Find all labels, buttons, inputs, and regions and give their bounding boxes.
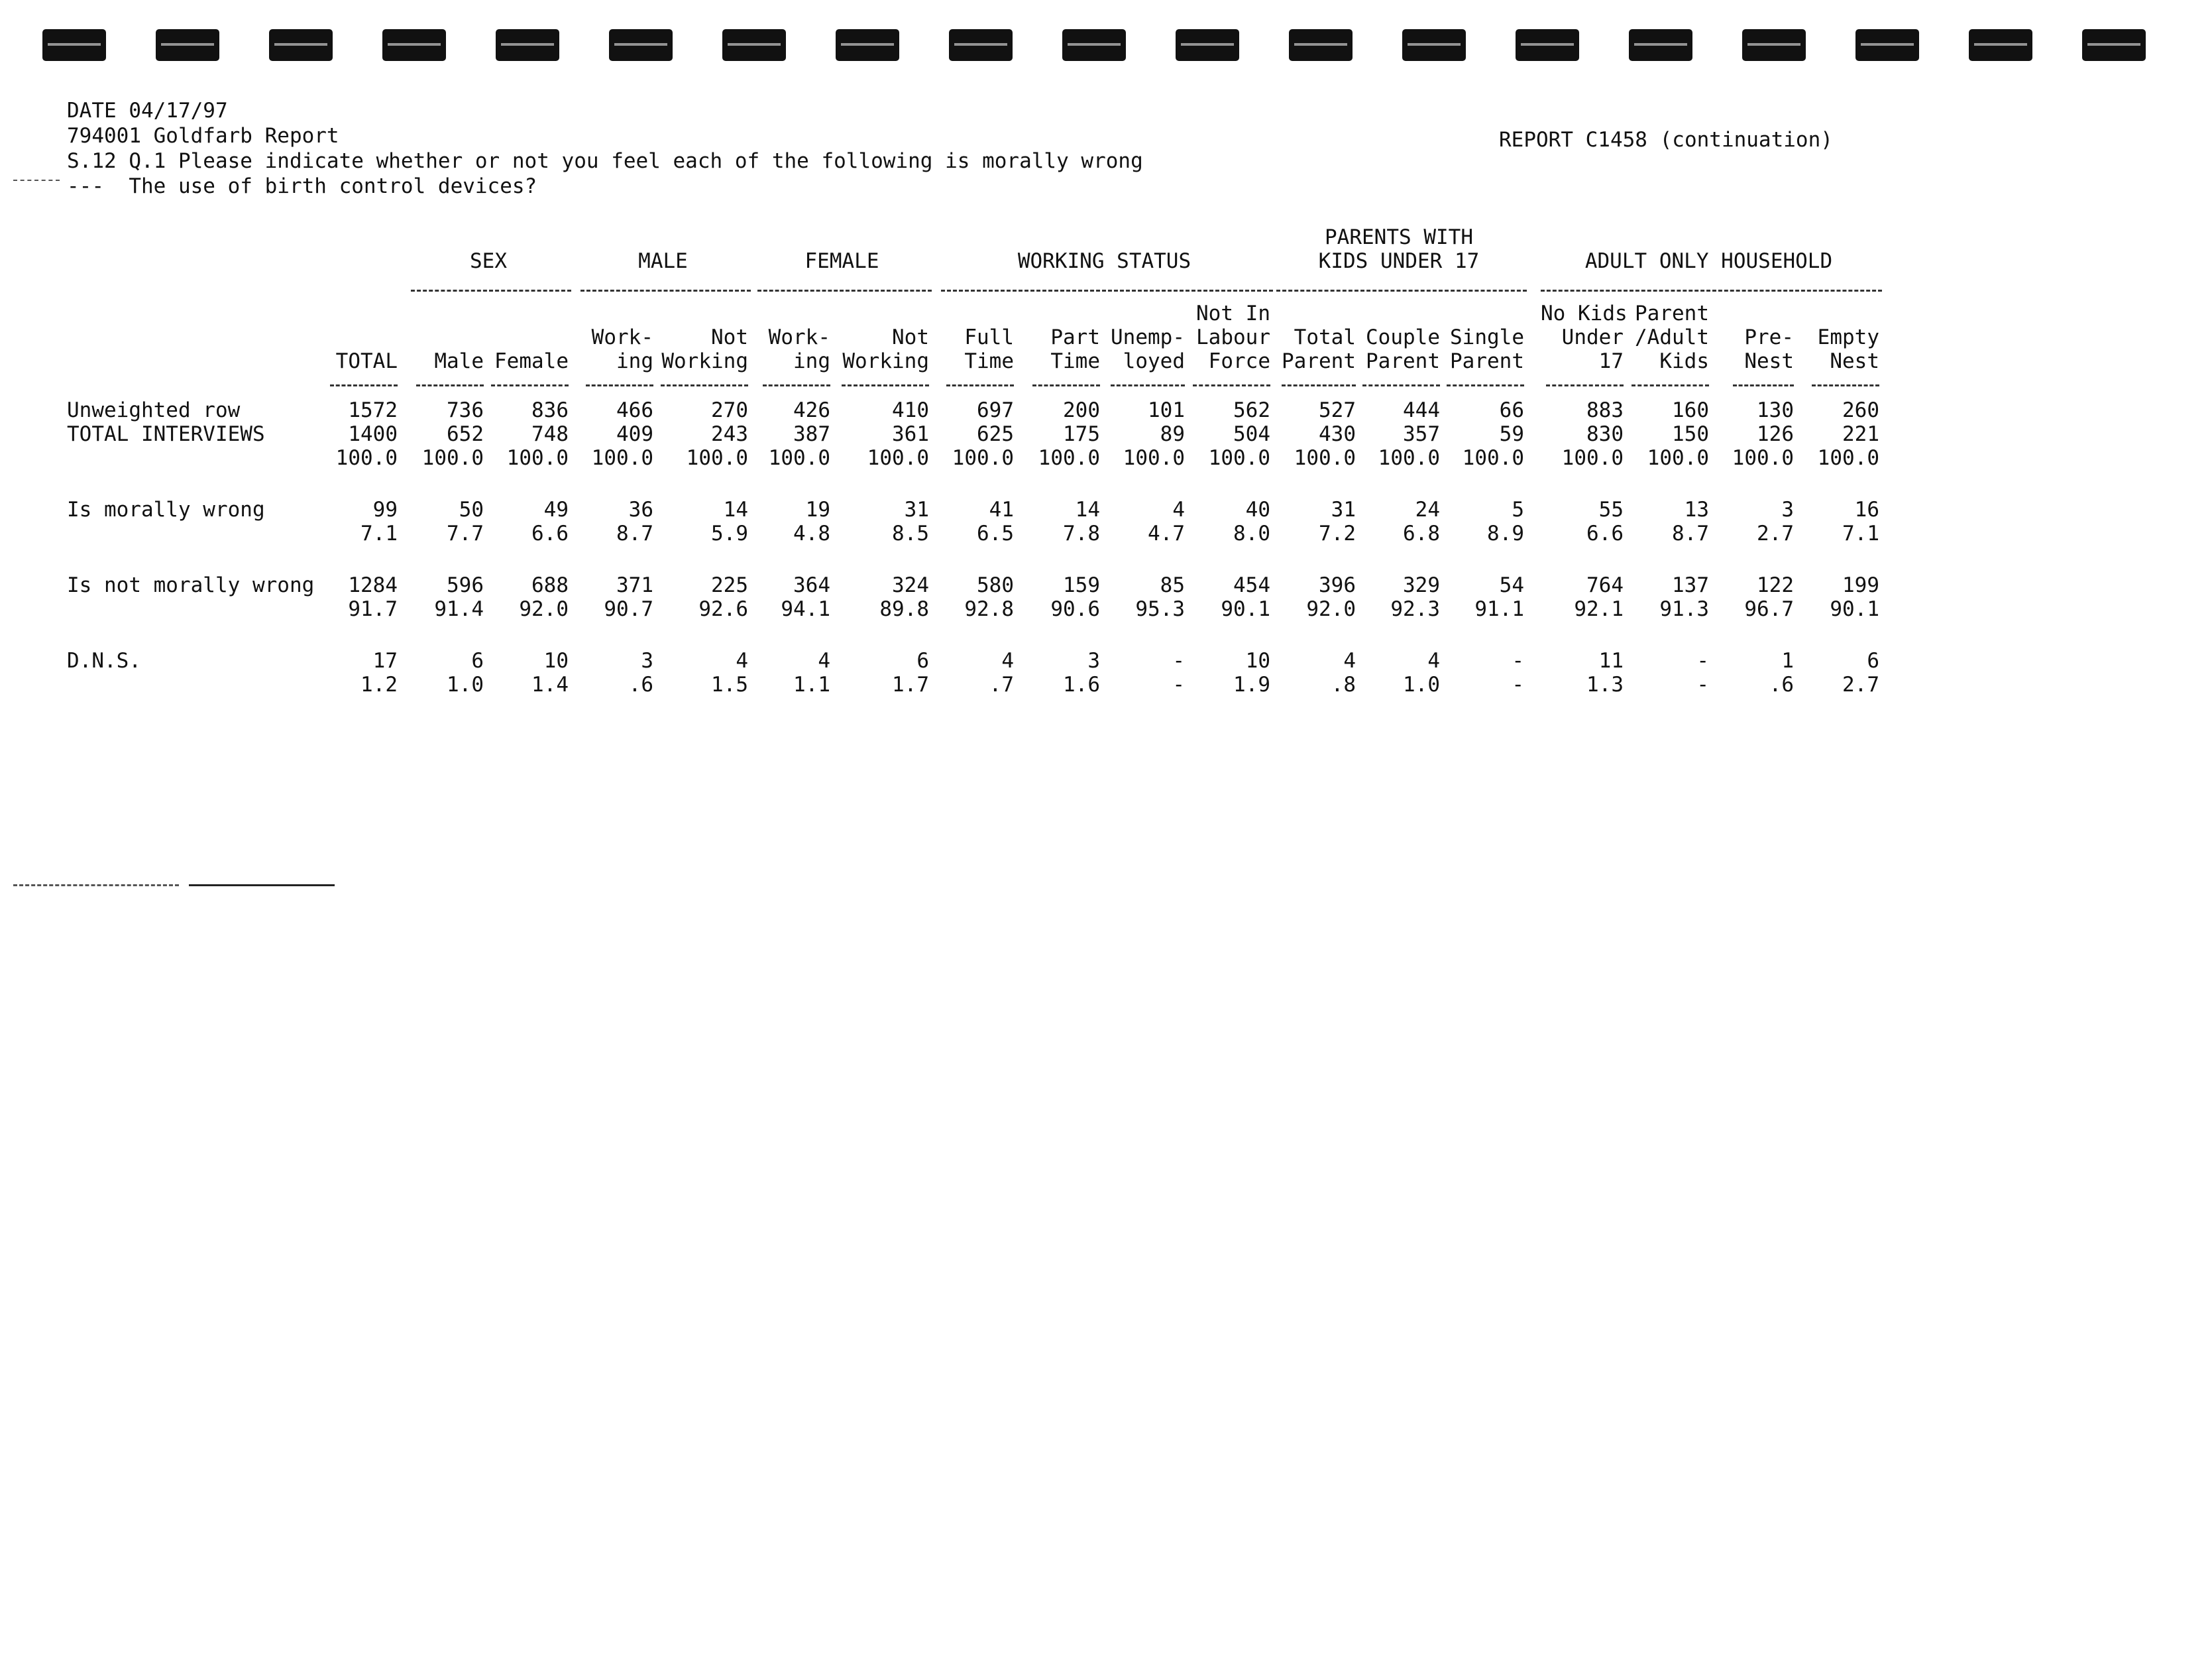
study-title: 794001 Goldfarb Report: [67, 124, 339, 148]
table-cell: 8.7: [1672, 522, 1709, 546]
report-date: DATE 04/17/97: [67, 99, 228, 123]
table-cell: 92.8: [964, 597, 1014, 621]
table-cell: 444: [1403, 398, 1440, 422]
table-cell: 100.0: [1294, 446, 1356, 470]
table-cell: 160: [1672, 398, 1709, 422]
table-cell: 883: [1586, 398, 1624, 422]
table-cell: 410: [892, 398, 929, 422]
column-underline: [491, 384, 569, 386]
table-cell: 100.0: [867, 446, 929, 470]
table-cell: 688: [531, 573, 569, 597]
table-cell: -: [1172, 673, 1185, 697]
table-cell: 6: [916, 649, 929, 673]
table-cell: 199: [1842, 573, 1879, 597]
table-cell: -: [1696, 649, 1709, 673]
table-cell: 580: [977, 573, 1014, 597]
table-cell: 764: [1586, 573, 1624, 597]
table-cell: 6: [471, 649, 484, 673]
table-cell: 527: [1319, 398, 1356, 422]
group-header: ADULT ONLY HOUSEHOLD: [1584, 249, 1833, 273]
table-cell: 697: [977, 398, 1014, 422]
table-cell: 31: [904, 498, 929, 522]
table-cell: 1.0: [1403, 673, 1440, 697]
table-cell: 92.0: [1306, 597, 1356, 621]
column-header: Under: [1561, 325, 1624, 349]
table-cell: 50: [459, 498, 484, 522]
table-cell: 10: [1245, 649, 1270, 673]
table-cell: 10: [543, 649, 569, 673]
table-cell: 361: [892, 422, 929, 446]
table-cell: 5.9: [711, 522, 748, 546]
table-cell: 101: [1148, 398, 1185, 422]
table-cell: 16: [1854, 498, 1879, 522]
group-underline: [941, 290, 1273, 292]
table-cell: 1: [1781, 649, 1794, 673]
column-header: Total: [1294, 325, 1356, 349]
table-cell: 396: [1319, 573, 1356, 597]
column-header: TOTAL: [335, 349, 398, 373]
row-label: Unweighted row: [67, 398, 241, 422]
table-cell: 4: [818, 649, 830, 673]
column-header: Couple: [1366, 325, 1440, 349]
column-header: 17: [1598, 349, 1624, 373]
column-header: Nest: [1830, 349, 1879, 373]
table-cell: 91.3: [1659, 597, 1709, 621]
table-cell: 6.5: [977, 522, 1014, 546]
table-cell: 243: [711, 422, 748, 446]
column-underline: [416, 384, 484, 386]
table-cell: 200: [1063, 398, 1100, 422]
divider-line: [189, 884, 335, 886]
column-header: Unemp-: [1111, 325, 1185, 349]
table-cell: 6.6: [531, 522, 569, 546]
column-header: Labour: [1196, 325, 1270, 349]
table-cell: 625: [977, 422, 1014, 446]
table-cell: 562: [1233, 398, 1270, 422]
table-cell: 466: [616, 398, 653, 422]
table-cell: 130: [1757, 398, 1794, 422]
table-cell: 100.0: [1561, 446, 1624, 470]
group-header: WORKING STATUS: [1017, 249, 1191, 273]
table-cell: 54: [1499, 573, 1524, 597]
table-cell: 66: [1499, 398, 1524, 422]
column-header: Female: [494, 349, 569, 373]
table-cell: 430: [1319, 422, 1356, 446]
table-cell: 90.7: [604, 597, 653, 621]
table-cell: 830: [1586, 422, 1624, 446]
table-cell: 1.0: [447, 673, 484, 697]
table-cell: 4: [736, 649, 748, 673]
table-cell: 90.1: [1830, 597, 1879, 621]
table-cell: 1.6: [1063, 673, 1100, 697]
column-header: Kids: [1659, 349, 1709, 373]
subquestion-text: --- The use of birth control devices?: [67, 174, 537, 198]
column-header: ing: [616, 349, 653, 373]
group-header: FEMALE: [804, 249, 879, 273]
table-cell: 5: [1512, 498, 1524, 522]
column-underline: [946, 384, 1014, 386]
column-underline: [1282, 384, 1356, 386]
table-cell: 95.3: [1135, 597, 1185, 621]
table-cell: 19: [805, 498, 830, 522]
column-header: ing: [793, 349, 830, 373]
table-cell: 1400: [348, 422, 398, 446]
group-underline: [581, 290, 751, 292]
table-cell: 364: [793, 573, 830, 597]
table-cell: 100.0: [1817, 446, 1879, 470]
group-header: PARENTS WITH KIDS UNDER 17: [1318, 225, 1480, 273]
column-header: Single: [1450, 325, 1524, 349]
table-cell: 7.2: [1319, 522, 1356, 546]
column-header: Male: [434, 349, 484, 373]
column-underline: [1362, 384, 1440, 386]
crosstab-table: [0, 0, 2212, 729]
group-header: MALE: [638, 249, 688, 273]
table-cell: 85: [1160, 573, 1185, 597]
table-cell: 91.4: [434, 597, 484, 621]
table-cell: 371: [616, 573, 653, 597]
column-header: Not In: [1196, 302, 1270, 325]
table-cell: 14: [723, 498, 748, 522]
table-cell: 426: [793, 398, 830, 422]
table-cell: 92.1: [1574, 597, 1624, 621]
table-cell: 1.7: [892, 673, 929, 697]
table-cell: -: [1696, 673, 1709, 697]
table-cell: .6: [1769, 673, 1794, 697]
column-header: Working: [661, 349, 748, 373]
table-cell: 6: [1867, 649, 1879, 673]
table-cell: 91.1: [1474, 597, 1524, 621]
table-cell: 55: [1598, 498, 1624, 522]
table-cell: 59: [1499, 422, 1524, 446]
table-cell: -: [1512, 649, 1524, 673]
table-cell: 2.7: [1757, 522, 1794, 546]
table-cell: 1.1: [793, 673, 830, 697]
table-cell: 100.0: [768, 446, 830, 470]
table-cell: 100.0: [1038, 446, 1100, 470]
table-cell: 2.7: [1842, 673, 1879, 697]
column-header: Force: [1208, 349, 1270, 373]
table-cell: 126: [1757, 422, 1794, 446]
table-cell: 652: [447, 422, 484, 446]
table-cell: 8.0: [1233, 522, 1270, 546]
table-cell: 1.3: [1586, 673, 1624, 697]
table-cell: 1.5: [711, 673, 748, 697]
table-cell: 100.0: [1462, 446, 1524, 470]
row-label: TOTAL INTERVIEWS: [67, 422, 265, 446]
table-cell: 99: [372, 498, 398, 522]
table-cell: 100.0: [1647, 446, 1709, 470]
table-cell: -: [1512, 673, 1524, 697]
table-cell: 221: [1842, 422, 1879, 446]
table-cell: 6.6: [1586, 522, 1624, 546]
column-underline: [1447, 384, 1524, 386]
row-label: D.N.S.: [67, 649, 141, 673]
table-cell: 1.2: [360, 673, 398, 697]
table-cell: 836: [531, 398, 569, 422]
column-underline: [661, 384, 748, 386]
column-header: Working: [842, 349, 929, 373]
table-cell: 100.0: [335, 446, 398, 470]
table-cell: 270: [711, 398, 748, 422]
column-underline: [330, 384, 398, 386]
group-underline: [411, 290, 571, 292]
table-cell: 7.1: [1842, 522, 1879, 546]
table-cell: 92.6: [698, 597, 748, 621]
table-cell: 41: [989, 498, 1014, 522]
column-header: Empty: [1817, 325, 1879, 349]
column-header: Parent: [1366, 349, 1440, 373]
column-header: Time: [964, 349, 1014, 373]
divider-dashed: [13, 884, 179, 886]
table-cell: 89: [1160, 422, 1185, 446]
table-cell: 17: [372, 649, 398, 673]
column-header: /Adult: [1635, 325, 1709, 349]
table-cell: 1.9: [1233, 673, 1270, 697]
table-cell: 11: [1598, 649, 1624, 673]
column-header: Not: [711, 325, 748, 349]
table-cell: 91.7: [348, 597, 398, 621]
table-cell: .7: [989, 673, 1014, 697]
table-cell: 454: [1233, 573, 1270, 597]
table-cell: 357: [1403, 422, 1440, 446]
table-cell: 748: [531, 422, 569, 446]
table-cell: 100.0: [421, 446, 484, 470]
column-underline: [1032, 384, 1100, 386]
table-cell: 3: [1781, 498, 1794, 522]
table-cell: 36: [628, 498, 653, 522]
group-header: SEX: [470, 249, 507, 273]
table-cell: 92.0: [519, 597, 569, 621]
column-header: Part: [1050, 325, 1100, 349]
column-underline: [1631, 384, 1709, 386]
column-underline: [586, 384, 653, 386]
table-cell: 1284: [348, 573, 398, 597]
table-cell: 175: [1063, 422, 1100, 446]
table-cell: 1.4: [531, 673, 569, 697]
table-cell: 137: [1672, 573, 1709, 597]
column-underline: [1733, 384, 1794, 386]
table-cell: 122: [1757, 573, 1794, 597]
column-header: Pre-: [1744, 325, 1794, 349]
table-cell: 100.0: [506, 446, 569, 470]
table-cell: 100.0: [1732, 446, 1794, 470]
column-underline: [1111, 384, 1185, 386]
table-cell: 13: [1684, 498, 1709, 522]
table-cell: 324: [892, 573, 929, 597]
table-cell: 40: [1245, 498, 1270, 522]
group-underline: [1541, 290, 1882, 292]
table-cell: 100.0: [1123, 446, 1185, 470]
table-cell: 159: [1063, 573, 1100, 597]
group-underline: [757, 290, 932, 292]
table-cell: 90.1: [1221, 597, 1270, 621]
column-underline: [1812, 384, 1879, 386]
table-cell: 14: [1075, 498, 1100, 522]
group-underline: [1276, 290, 1527, 292]
table-cell: 225: [711, 573, 748, 597]
table-cell: 7.8: [1063, 522, 1100, 546]
table-cell: 8.5: [892, 522, 929, 546]
table-cell: 100.0: [1378, 446, 1440, 470]
column-underline: [842, 384, 929, 386]
table-cell: 4.8: [793, 522, 830, 546]
table-cell: 4: [1172, 498, 1185, 522]
table-cell: 504: [1233, 422, 1270, 446]
table-cell: 7.7: [447, 522, 484, 546]
table-cell: 329: [1403, 573, 1440, 597]
table-cell: 736: [447, 398, 484, 422]
table-cell: 8.9: [1487, 522, 1524, 546]
table-cell: 4: [1427, 649, 1440, 673]
table-cell: .6: [628, 673, 653, 697]
column-header: Full: [964, 325, 1014, 349]
table-cell: 4: [1343, 649, 1356, 673]
column-header: Parent: [1282, 349, 1356, 373]
column-header: Nest: [1744, 349, 1794, 373]
table-cell: 96.7: [1744, 597, 1794, 621]
table-cell: 260: [1842, 398, 1879, 422]
table-cell: 8.7: [616, 522, 653, 546]
column-header: Parent: [1635, 302, 1709, 325]
row-label: Is not morally wrong: [67, 573, 315, 597]
column-header: No Kids: [1541, 302, 1628, 325]
table-cell: -: [1172, 649, 1185, 673]
table-cell: 409: [616, 422, 653, 446]
table-cell: 4.7: [1148, 522, 1185, 546]
column-header: Work-: [768, 325, 830, 349]
table-cell: 100.0: [1208, 446, 1270, 470]
table-cell: .8: [1331, 673, 1356, 697]
column-header: Work-: [591, 325, 653, 349]
table-cell: 24: [1415, 498, 1440, 522]
report-id: REPORT C1458 (continuation): [1499, 128, 1833, 152]
table-cell: 100.0: [952, 446, 1014, 470]
table-cell: 7.1: [360, 522, 398, 546]
table-cell: 49: [543, 498, 569, 522]
column-header: loyed: [1123, 349, 1185, 373]
table-cell: 3: [1087, 649, 1100, 673]
table-cell: 92.3: [1390, 597, 1440, 621]
column-underline: [1546, 384, 1624, 386]
table-cell: 1572: [348, 398, 398, 422]
column-underline: [763, 384, 830, 386]
question-text: S.12 Q.1 Please indicate whether or not you feel each of the following is morally wrong: [67, 149, 1143, 173]
table-cell: 4: [1001, 649, 1014, 673]
table-cell: 3: [641, 649, 653, 673]
table-cell: 387: [793, 422, 830, 446]
table-cell: 94.1: [781, 597, 830, 621]
table-cell: 90.6: [1050, 597, 1100, 621]
table-cell: 100.0: [591, 446, 653, 470]
row-label: Is morally wrong: [67, 498, 265, 522]
table-cell: 6.8: [1403, 522, 1440, 546]
column-header: Not: [892, 325, 929, 349]
table-cell: 596: [447, 573, 484, 597]
column-header: Parent: [1450, 349, 1524, 373]
table-cell: 89.8: [879, 597, 929, 621]
table-cell: 150: [1672, 422, 1709, 446]
column-header: Time: [1050, 349, 1100, 373]
column-underline: [1193, 384, 1270, 386]
table-cell: 100.0: [686, 446, 748, 470]
table-cell: 31: [1331, 498, 1356, 522]
